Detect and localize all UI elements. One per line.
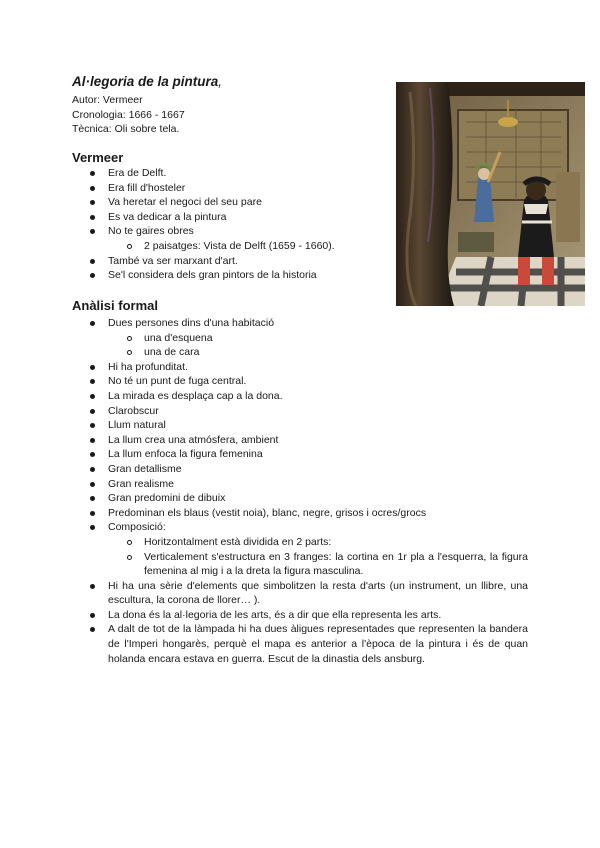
list-item: Era fill d'hosteler	[88, 181, 528, 196]
sub-list-item: una d'esquena	[88, 331, 528, 346]
list-item: Gran detallisme	[88, 462, 528, 477]
list-item: Es va dedicar a la pintura	[88, 210, 528, 225]
list-item: La llum crea una atmósfera, ambient	[88, 433, 528, 448]
list-item: Se'l considera dels gran pintors de la historia	[88, 268, 528, 283]
list-item: Va heretar el negoci del seu pare	[88, 195, 528, 210]
list-item: Composició:	[88, 520, 528, 535]
author-line: Autor: Vermeer	[72, 94, 143, 106]
list-item: Gran realisme	[88, 477, 528, 492]
artwork-metadata	[72, 93, 185, 137]
list-item: També va ser marxant d'art.	[88, 254, 528, 269]
section-heading-formal-analysis: Anàlisi formal	[72, 298, 158, 313]
document-title	[72, 74, 222, 89]
sub-list-item: 2 paisatges: Vista de Delft (1659 - 1660).	[88, 239, 528, 254]
list-item: La llum enfoca la figura femenina	[88, 447, 528, 462]
list-item: Hi ha una sèrie d'elements que simbolitzen la resta d'arts (un instrument, un llibre, una escultura, la corona de llorer… ).	[88, 579, 528, 608]
sub-list-item: una de cara	[88, 345, 528, 360]
list-item: No té un punt de fuga central.	[88, 374, 528, 389]
title-comma: ,	[218, 74, 223, 89]
list-item: Dues persones dins d'una habitació	[88, 316, 528, 331]
list-item: Gran predomini de dibuix	[88, 491, 528, 506]
list-item: Llum natural	[88, 418, 528, 433]
chronology-line: Cronologia: 1666 - 1667	[72, 108, 185, 121]
technique-line: Tècnica: Oli sobre tela.	[72, 123, 180, 135]
painting-image	[396, 82, 585, 306]
list-item: No te gaires obres	[88, 224, 528, 239]
list-item: Hi ha profunditat.	[88, 360, 528, 375]
list-item: Predominan els blaus (vestit noia), blanc, negre, grisos i ocres/grocs	[88, 506, 528, 521]
sub-list-item: Horitzontalment està dividida en 2 parts:	[88, 535, 528, 550]
title-text: Al·legoria de la pintura	[72, 74, 219, 89]
list-item: Era de Delft.	[88, 166, 528, 181]
sub-list-item: Verticalement s'estructura en 3 franges: la cortina en 1r pla a l'esquerra, la figura femenina al mig i a la dreta la figura masculina.	[88, 550, 528, 579]
formal-analysis-list	[88, 316, 528, 666]
section-heading-vermeer: Vermeer	[72, 150, 124, 165]
list-item: La dona és la al·legoria de les arts, és a dir que ella representa les arts.	[88, 608, 528, 623]
list-item: A dalt de tot de la làmpada hi ha dues àligues representades que representen la bandera de l'Imperi hongarès, perquè el mapa es anterior a l'època de la pintura i és de quan holanda encara estava en guerra. Escut de la dinastia dels ansburg.	[88, 622, 528, 666]
list-item: La mirada es desplaça cap a la dona.	[88, 389, 528, 404]
list-item: Clarobscur	[88, 404, 528, 419]
